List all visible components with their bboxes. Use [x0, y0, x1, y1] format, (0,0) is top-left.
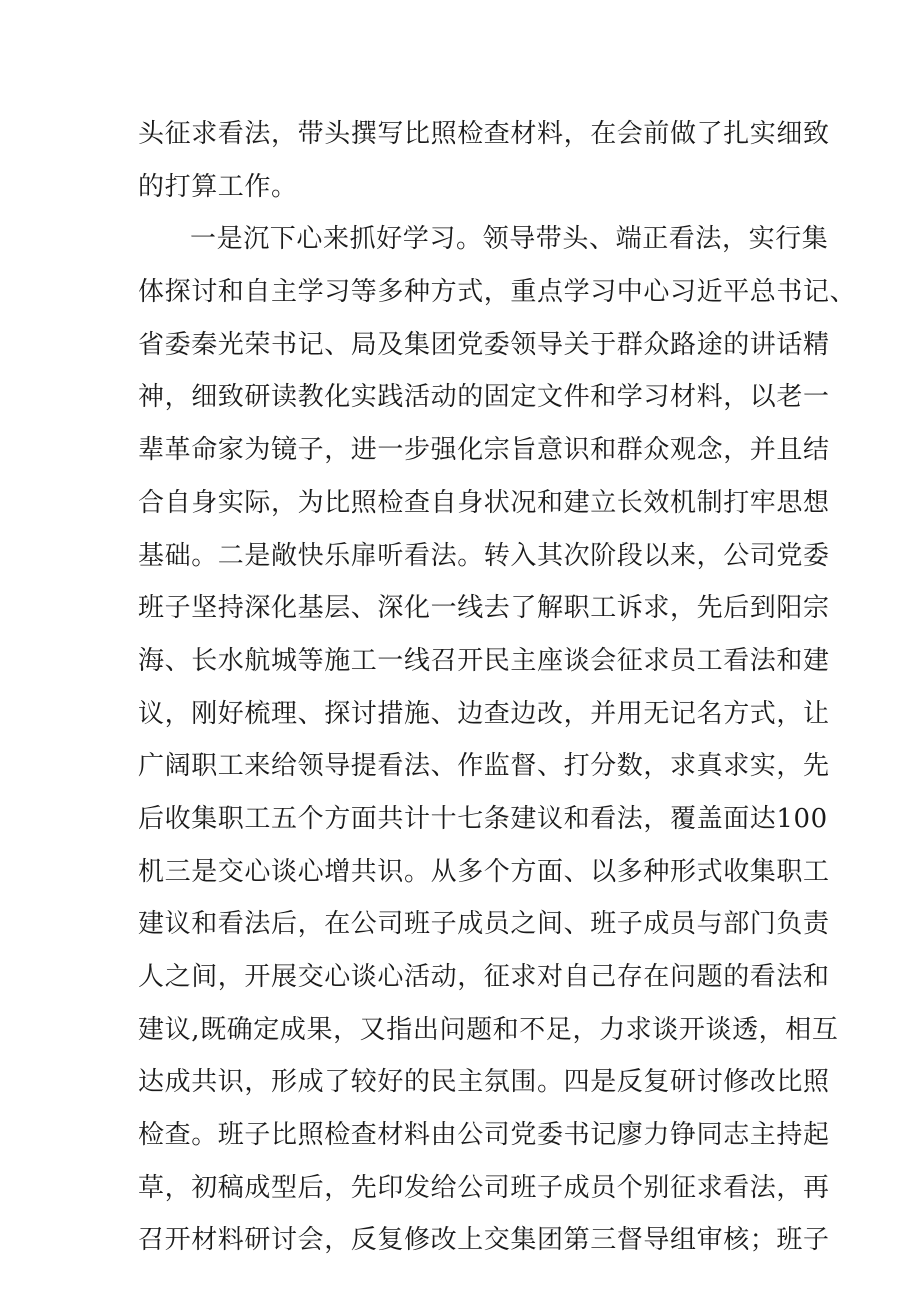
text-line: 合自身实际，为比照检查自身状况和建立长效机制打牢思想	[138, 487, 830, 518]
body-text	[138, 108, 857, 1267]
text-line: 的打算工作。	[138, 171, 298, 202]
text-line: 后收集职工五个方面共计十七条建议和看法，覆盖面达100	[138, 803, 828, 834]
text-line: 班子坚持深化基层、深化一线去了解职工诉求，先后到阳宗	[138, 593, 830, 624]
text-line: 建议,既确定成果，又指出问题和不足，力求谈开谈透，相互	[138, 1014, 839, 1045]
text-line: 海、长水航城等施工一线召开民主座谈会征求员工看法和建	[138, 645, 830, 676]
text-line: 人之间，开展交心谈心活动，征求对自己存在问题的看法和	[138, 962, 830, 992]
text-line: 建议和看法后，在公司班子成员之间、班子成员与部门负责	[138, 909, 830, 940]
text-line: 基础。二是敞快乐扉听看法。转入其次阶段以来，公司党委	[138, 540, 830, 571]
paragraph-first-line: 一是沉下心来抓好学习。领导带头、端正看法，实行集	[190, 224, 829, 255]
text-line: 广阔职工来给领导提看法、作监督、打分数，求真求实，先	[138, 751, 830, 782]
text-line: 辈革命家为镜子，进一步强化宗旨意识和群众观念，并且结	[138, 435, 830, 466]
text-line: 检查。班子比照检查材料由公司党委书记廖力铮同志主持起	[138, 1120, 830, 1151]
text-line: 神，细致研读教化实践活动的固定文件和学习材料，以老一	[138, 382, 830, 413]
text-line: 体探讨和自主学习等多种方式，重点学习中心习近平总书记、	[138, 277, 857, 308]
text-line: 召开材料研讨会，反复修改上交集团第三督导组审核；班子	[138, 1225, 830, 1256]
text-line: 草，初稿成型后，先印发给公司班子成员个别征求看法，再	[138, 1172, 830, 1203]
text-line: 议，刚好梳理、探讨措施、边查边改，并用无记名方式，让	[138, 698, 830, 729]
text-line: 机三是交心谈心增共识。从多个方面、以多种形式收集职工	[138, 856, 830, 887]
text-line: 达成共识，形成了较好的民主氛围。四是反复研讨修改比照	[138, 1067, 830, 1098]
text-line: 头征求看法，带头撰写比照检查材料，在会前做了扎实细致	[138, 119, 830, 149]
text-line: 省委秦光荣书记、局及集团党委领导关于群众路途的讲话精	[138, 329, 830, 360]
